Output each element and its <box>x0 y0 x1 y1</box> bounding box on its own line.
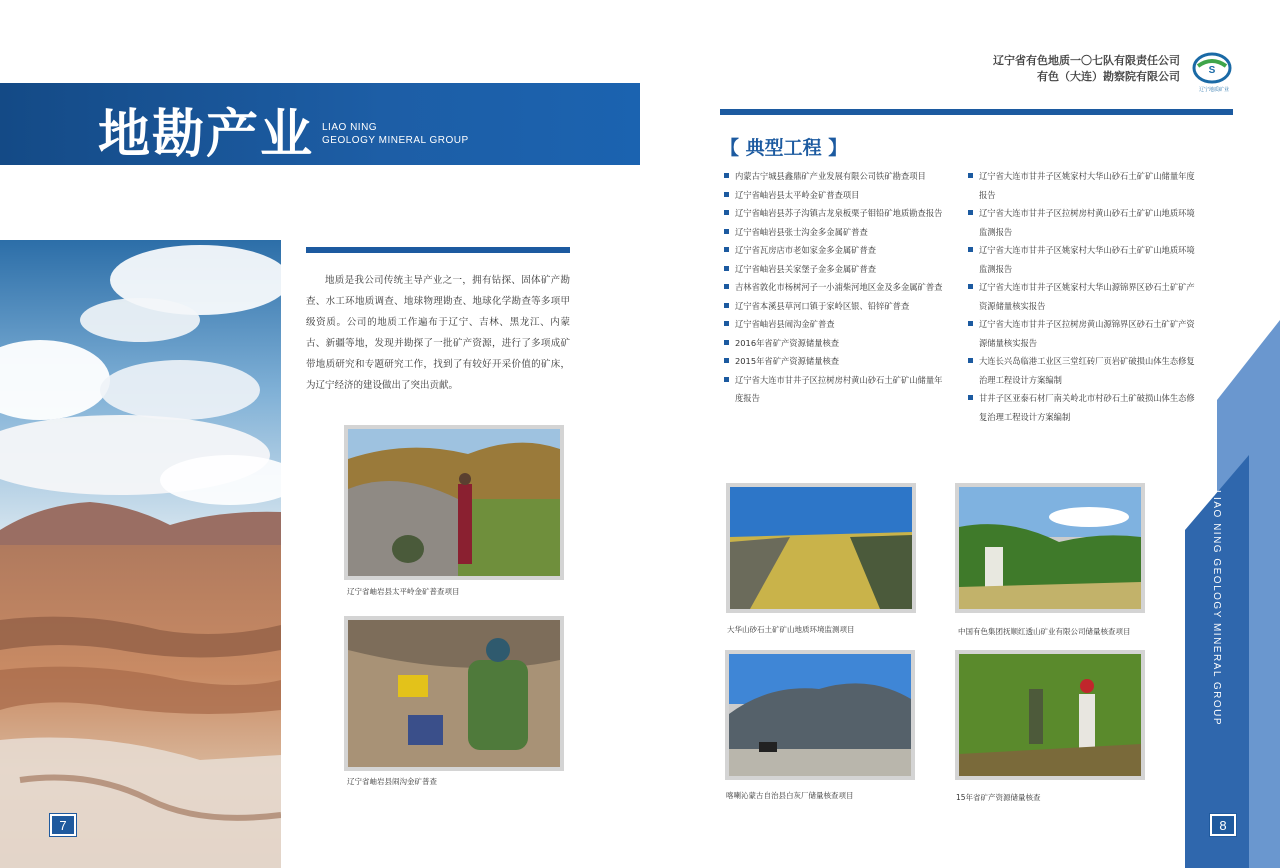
list-item: 内蒙古宁城县鑫鼎矿产业发展有限公司铁矿勘查项目 <box>722 167 944 186</box>
title-english-line1: LIAO NING <box>322 122 378 133</box>
list-item: 辽宁省大连市甘井子区拉树房村黄山砂石土矿矿山地质环境监测报告 <box>966 204 1200 241</box>
project-list-2 <box>966 167 1200 426</box>
logo-text: 辽宁地质矿业 <box>1198 87 1229 93</box>
photo-caption: 辽宁省岫岩县太平岭金矿普查项目 <box>347 587 460 596</box>
header-divider <box>720 109 1233 115</box>
list-item: 2015年省矿产资源储量核查 <box>722 352 944 371</box>
page-number: 8 <box>1210 814 1236 836</box>
photo-caption: 大华山砂石土矿矿山地质环境监测项目 <box>727 625 855 634</box>
section-heading: 【 典型工程 】 <box>720 137 848 159</box>
project-list-1 <box>722 167 944 408</box>
list-item: 辽宁省岫岩县关家堡子金多金属矿普查 <box>722 260 944 279</box>
list-item: 2016年省矿产资源储量核查 <box>722 334 944 353</box>
title-english <box>322 121 469 147</box>
photo-caption: 15年省矿产资源储量核查 <box>956 793 1041 802</box>
page-title: 地勘产业 <box>98 105 315 165</box>
title-english-line2: GEOLOGY MINERAL GROUP <box>322 135 469 146</box>
survey-photo-1 <box>344 425 564 580</box>
page-number: 7 <box>50 814 76 836</box>
title-banner <box>0 83 640 165</box>
list-item: 甘井子区亚泰石材厂南关岭北市村砂石土矿破损山体生态修复治理工程设计方案编制 <box>966 389 1200 426</box>
svg-text:S: S <box>1208 65 1216 76</box>
list-item: 辽宁省瓦房店市老如家金多金属矿普查 <box>722 241 944 260</box>
photo-caption: 中国有色集团抚顺红透山矿业有限公司储量核查项目 <box>958 627 1131 636</box>
desert-landscape-image <box>0 240 281 868</box>
intro-paragraph: 地质是我公司传统主导产业之一，拥有钻探、固体矿产勘查、水工环地质调查、地球物理勘查、地球化学勘查等多项甲级资质。公司的地质工作遍布于辽宁、吉林、黑龙江、内蒙古、新疆等地，发现并勘探了一批矿产资源，进行了多项成矿带地质研究和专题研究工作，找到了有较好开采价值的矿床，为辽宁经济的建设做出了突出贡献。 <box>306 275 570 391</box>
survey-photo-2 <box>344 616 564 771</box>
photo-caption: 喀喇沁蒙古自治县白灰厂储量核查项目 <box>726 791 854 800</box>
project-photo-2 <box>955 483 1145 613</box>
list-item: 辽宁省岫岩县张士沟金多金属矿普查 <box>722 223 944 242</box>
project-photo-3 <box>725 650 915 780</box>
company-name-1: 辽宁省有色地质一〇七队有限责任公司 <box>993 54 1180 67</box>
list-item: 吉林省敦化市杨树河子一小浦柴河地区金及多金属矿普查 <box>722 278 944 297</box>
list-item: 辽宁省岫岩县苏子沟镇古龙泉板栗子钼铅矿地质勘查报告 <box>722 204 944 223</box>
side-stripe-decoration <box>1185 320 1280 868</box>
intro-divider <box>306 247 570 253</box>
project-photo-4 <box>955 650 1145 780</box>
side-vertical-text: LIAO NING GEOLOGY MINERAL GROUP <box>1211 490 1222 726</box>
list-item: 辽宁省大连市甘井子区姚家村大华山源锦界区砂石土矿矿产资源储量核实报告 <box>966 278 1200 315</box>
list-item: 大连长兴岛临港工业区三堂红砖厂页岩矿破损山体生态修复治理工程设计方案编制 <box>966 352 1200 389</box>
list-item: 辽宁省本溪县草河口镇于家岭区银、铅锌矿普查 <box>722 297 944 316</box>
list-item: 辽宁省大连市甘井子区拉树房村黄山砂石土矿矿山储量年度报告 <box>722 371 944 408</box>
list-item: 辽宁省大连市甘井子区拉树房黄山源锦界区砂石土矿矿产资源储量核实报告 <box>966 315 1200 352</box>
list-item: 辽宁省大连市甘井子区姚家村大华山砂石土矿矿山储量年度报告 <box>966 167 1200 204</box>
list-item: 辽宁省岫岩县闹沟金矿普查 <box>722 315 944 334</box>
project-photo-1 <box>726 483 916 613</box>
photo-caption: 辽宁省岫岩县闹沟金矿普查 <box>347 777 437 786</box>
list-item: 辽宁省大连市甘井子区姚家村大华山砂石土矿矿山地质环境监测报告 <box>966 241 1200 278</box>
list-item: 辽宁省岫岩县太平岭金矿普查项目 <box>722 186 944 205</box>
company-name-2: 有色（大连）勘察院有限公司 <box>1037 70 1180 83</box>
